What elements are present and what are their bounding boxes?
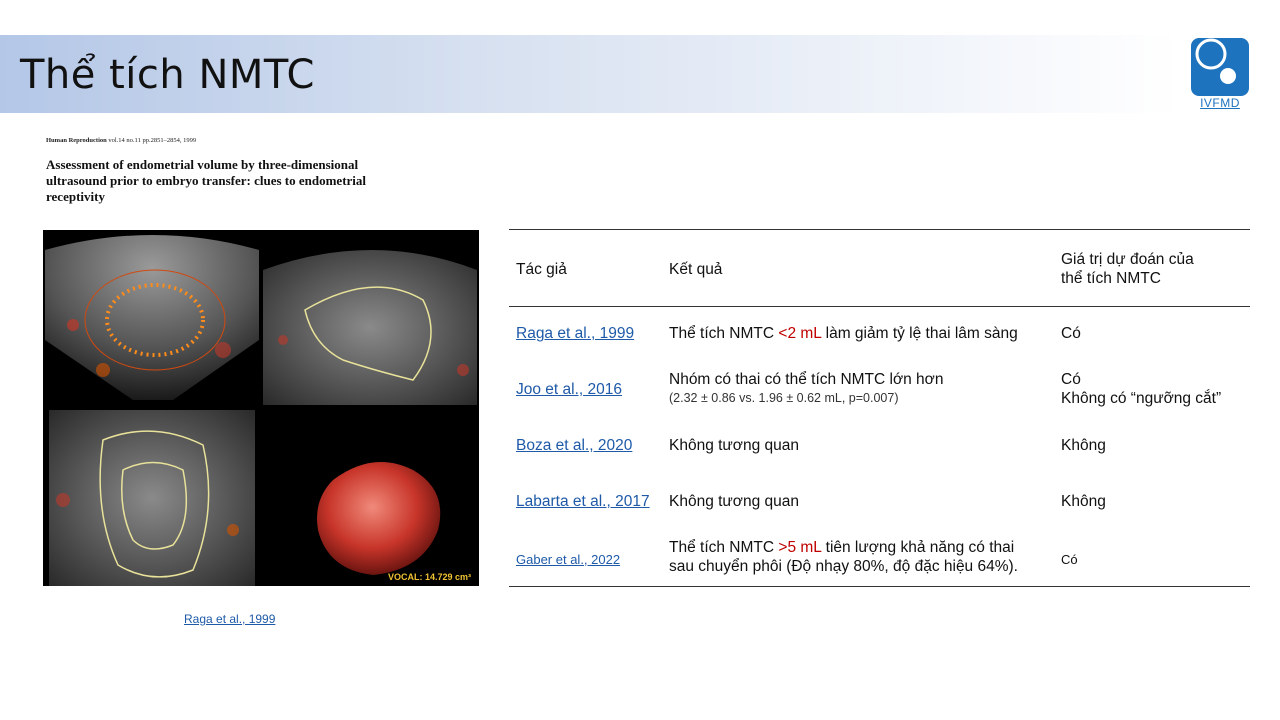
result-gaber-highlight: >5 mL: [778, 539, 822, 556]
ivfmd-logo: [1191, 38, 1249, 96]
author-link-boza[interactable]: Boza et al., 2020: [516, 437, 633, 454]
paper-title: Assessment of endometrial volume by three-dimensional ultrasound prior to embryo transfer: clues to endometrial receptivity: [46, 157, 367, 204]
result-joo-line1: Nhóm có thai có thể tích NMTC lớn hơn: [669, 371, 944, 388]
predictive-joo: [1061, 370, 1221, 408]
table-bottom-rule: [509, 586, 1250, 587]
predictive-labarta: Không: [1061, 493, 1106, 510]
predictive-boza: Không: [1061, 437, 1106, 454]
paper-journal: [46, 137, 196, 144]
result-gaber: [669, 538, 1018, 576]
ultrasound-image: [43, 230, 479, 586]
result-gaber-post: tiên lượng khả năng có thai: [821, 539, 1015, 556]
logo-text: IVFMD: [1200, 96, 1240, 110]
source-link[interactable]: Raga et al., 1999: [184, 612, 276, 626]
header-author: Tác giả: [516, 261, 567, 278]
result-raga-post: làm giảm tỷ lệ thai lâm sàng: [821, 325, 1018, 342]
predictive-raga: Có: [1061, 325, 1081, 342]
result-joo: [669, 370, 943, 408]
author-link-gaber[interactable]: Gaber et al., 2022: [516, 552, 621, 567]
header-result: Kết quả: [669, 261, 723, 278]
journal-name: Human Reproduction: [46, 137, 107, 144]
predictive-joo-line1: Có: [1061, 371, 1081, 388]
result-joo-line2: (2.32 ± 0.86 vs. 1.96 ± 0.62 mL, p=0.007): [669, 391, 899, 405]
result-gaber-pre: Thể tích NMTC: [669, 539, 779, 556]
author-link-labarta[interactable]: Labarta et al., 2017: [516, 493, 650, 510]
author-link-raga[interactable]: Raga et al., 1999: [516, 325, 635, 342]
predictive-joo-line2: Không có “ngưỡng cắt”: [1061, 390, 1222, 407]
result-gaber-line2: sau chuyển phôi (Độ nhạy 80%, độ đặc hiệu 64%).: [669, 558, 1018, 575]
result-raga-highlight: <2 mL: [778, 325, 822, 342]
header-predictive-line1: Giá trị dự đoán của: [1061, 251, 1194, 268]
predictive-gaber: Có: [1061, 552, 1078, 567]
slide-title: Thể tích NMTC: [20, 52, 315, 98]
table-header-rule: [509, 306, 1250, 307]
result-boza: Không tương quan: [669, 437, 800, 454]
result-labarta: Không tương quan: [669, 493, 800, 510]
result-raga-pre: Thể tích NMTC: [669, 325, 779, 342]
result-raga: [669, 324, 1018, 343]
vocal-label: VOCAL: 14.729 cm³: [387, 572, 471, 582]
table-top-rule: [509, 229, 1250, 230]
result-gaber-line1: [669, 538, 1018, 557]
header-predictive-line2: thể tích NMTC: [1061, 270, 1161, 287]
journal-ref: vol.14 no.11 pp.2851–2854, 1999: [108, 137, 197, 144]
header-predictive: [1061, 250, 1194, 288]
author-link-joo[interactable]: Joo et al., 2016: [516, 381, 622, 398]
